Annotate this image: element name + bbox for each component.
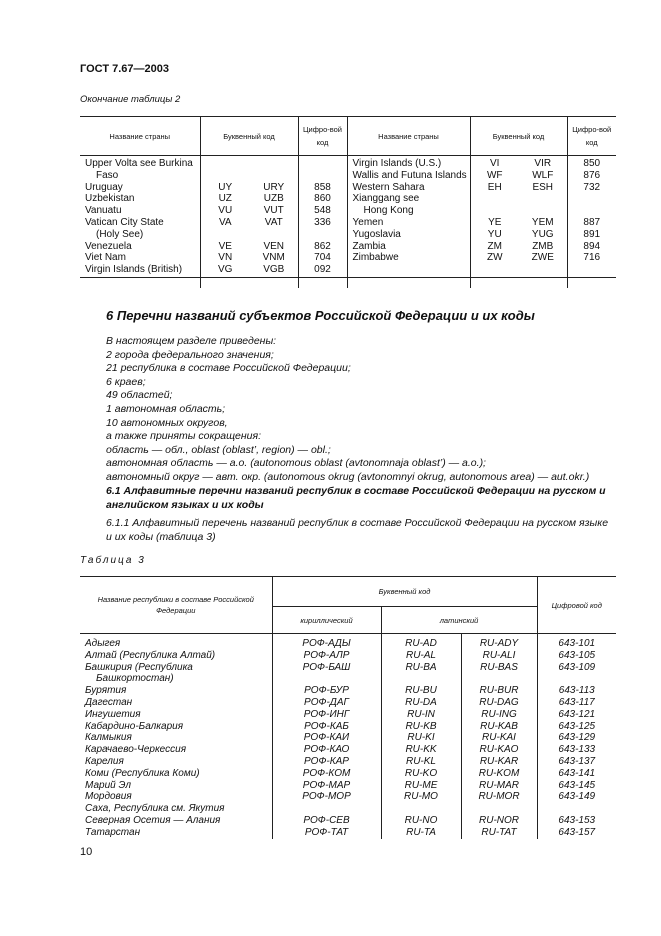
table3-cyr-code: РОФ-МАР <box>272 780 381 792</box>
table2-alpha3-left <box>250 229 298 241</box>
table2-header-name-left: Название страны <box>80 117 200 156</box>
table2-num-left: 548 <box>298 205 347 217</box>
table2-num-left: 860 <box>298 193 347 205</box>
table3-row <box>80 634 616 650</box>
table3-lat-code-3: RU-ALI <box>461 650 537 662</box>
table3-lat-code-2: RU-KI <box>381 732 461 744</box>
table2-alpha3-right: ESH <box>532 181 554 193</box>
table3-republic-name: Алтай (Республика Алтай) <box>85 649 216 661</box>
table3-lat-code-3: RU-KAR <box>461 756 537 768</box>
table3-lat-code-2: RU-TA <box>381 827 461 839</box>
table3-cyr-code: РОФ-МОР <box>272 791 381 803</box>
table2-num-right <box>567 205 616 217</box>
table3-row <box>80 780 616 792</box>
table3-republic-name: Бурятия <box>85 685 127 697</box>
table3-header-cyr: кириллический <box>272 607 381 634</box>
table2-row <box>80 193 616 205</box>
table3-header-lat: латинский <box>381 607 537 634</box>
table3-cyr-code: РОФ-КАР <box>272 756 381 768</box>
table2-header-num-left: Цифро-вой код <box>298 117 347 156</box>
table2-row <box>80 241 616 253</box>
table3-lat-code-3: RU-TAT <box>461 827 537 839</box>
table3-row <box>80 732 616 744</box>
table2-header-alpha-left: Буквенный код <box>200 117 298 156</box>
table2-body <box>80 156 616 288</box>
table3-num-code: 643-105 <box>537 650 616 662</box>
table3-num-code: 643-157 <box>537 827 616 839</box>
table2-alpha3-right <box>519 205 567 217</box>
table2-bottom-rule <box>80 277 616 278</box>
table3-cyr-code: РОФ-СЕВ <box>272 815 381 827</box>
table3-lat-code-3: RU-NOR <box>461 815 537 827</box>
table2-country-right: Wallis and Futuna Islands <box>347 170 470 182</box>
section-intro-line: 1 автономная область; <box>106 402 226 415</box>
table3 <box>80 576 616 839</box>
table3-lat-code-3: RU-BAS <box>461 662 537 674</box>
table2-alpha2-left: VA <box>200 217 250 229</box>
table3-lat-code-3: RU-DAG <box>461 697 537 709</box>
table2-alpha2-left <box>200 170 250 182</box>
table3-num-code <box>537 673 616 685</box>
table2-num-left: 858 <box>298 182 347 194</box>
table2-country-left: Venezuela <box>85 240 132 252</box>
table2-num-right <box>567 193 616 205</box>
section-intro-line: область — обл., oblast (oblast’, region) — obl.; <box>106 443 331 456</box>
table2-row <box>80 182 616 194</box>
table3-republic-name: Мордовия <box>85 791 132 803</box>
table3-lat-code-2: RU-AL <box>381 650 461 662</box>
table2-num-left: 704 <box>298 252 347 264</box>
table3-num-code: 643-145 <box>537 780 616 792</box>
table3-cyr-code: РОФ-КОМ <box>272 768 381 780</box>
table3-cyr-code: РОФ-КАИ <box>272 732 381 744</box>
table3-lat-code-3: RU-MAR <box>461 780 537 792</box>
section-intro-line: 21 республика в составе Российской Федерации; <box>106 362 351 375</box>
table2-alpha3-right: WLF <box>532 169 554 181</box>
table3-num-code: 643-149 <box>537 791 616 803</box>
table3-header-name: Название республики в составе Российской Федерации <box>80 577 272 634</box>
table3-header-alpha: Буквенный код <box>272 577 537 607</box>
table3-lat-code-3: RU-BUR <box>461 685 537 697</box>
table2-country-right: Hong Kong <box>347 205 470 217</box>
table2-alpha2-left: VN <box>200 252 250 264</box>
table3-row <box>80 791 616 803</box>
table2-num-left: 336 <box>298 217 347 229</box>
table2-alpha3-right: ZWE <box>531 252 554 264</box>
table3-cyr-code: РОФ-БАШ <box>272 662 381 674</box>
table2-alpha3-right: VIR <box>534 158 552 169</box>
subsection-6-1-title: 6.1 Алфавитные перечни названий республик в составе Российской Федерации на русском и английском языках и их коды <box>106 485 606 511</box>
table3-row <box>80 685 616 697</box>
table3-cyr-code <box>272 673 381 685</box>
table3-republic-name: Адыгея <box>85 638 121 649</box>
table2-num-right: 891 <box>567 229 616 241</box>
table3-num-code: 643-101 <box>537 634 616 650</box>
section-intro-line: автономная область — а.о. (autonomous oblast (avtonomnaja oblast’) — a.o.); <box>106 457 486 470</box>
table3-lat-code-3: RU-KAI <box>461 732 537 744</box>
section-intro-line: 10 автономных округов, <box>106 416 228 429</box>
table3-row <box>80 815 616 827</box>
table3-lat-code-2: RU-KL <box>381 756 461 768</box>
table2-alpha3-left: VNM <box>262 252 285 264</box>
table3-num-code: 643-117 <box>537 697 616 709</box>
table2-num-left <box>298 170 347 182</box>
table2-country-right: Yugoslavia <box>347 229 470 241</box>
table2-country-left: Uruguay <box>85 181 123 193</box>
table3-row <box>80 803 616 815</box>
table3-cyr-code: РОФ-ТАТ <box>272 827 381 839</box>
table2-row <box>80 156 616 170</box>
table3-republic-name: Калмыкия <box>85 732 132 744</box>
table3-lat-code-3 <box>461 803 537 815</box>
table3-lat-code-2: RU-BU <box>381 685 461 697</box>
table2-alpha2-left: UY <box>200 182 250 194</box>
section-intro-line: автономный округ — авт. окр. (autonomous okrug (avtonomnyi okrug, autonomous area) — aut.okr.) <box>106 470 590 483</box>
table2-alpha2-left: VG <box>200 264 250 288</box>
table2-alpha2-right: YE <box>470 217 519 229</box>
table2-row <box>80 252 616 264</box>
section-intro-line: 2 города федерального значения; <box>106 348 274 361</box>
table3-cyr-code: РОФ-АДЫ <box>272 634 381 650</box>
table3-num-code: 643-137 <box>537 756 616 768</box>
table3-num-code: 643-125 <box>537 721 616 733</box>
table2-alpha2-right: EH <box>470 182 519 194</box>
table3-lat-code-3: RU-ADY <box>461 634 537 650</box>
table2-alpha2-right: WF <box>470 170 519 182</box>
table2-country-left: Faso <box>96 169 119 181</box>
table2-country-left: (Holy See) <box>96 228 144 240</box>
table2-alpha3-right <box>519 193 567 205</box>
table3-lat-code-2 <box>381 673 461 685</box>
table2-alpha2-right <box>470 193 519 205</box>
section-intro-line: а также приняты сокращения: <box>106 430 262 443</box>
table2-num-right: 732 <box>567 182 616 194</box>
table3-republic-name: Марий Эл <box>85 779 132 791</box>
table3-lat-code-2: RU-IN <box>381 709 461 721</box>
table3-republic-name: Башкортостан) <box>96 673 174 685</box>
table3-lat-code-2: RU-KB <box>381 721 461 733</box>
table2-num-right: 876 <box>567 170 616 182</box>
table2-row <box>80 217 616 229</box>
table2-country-right: Western Sahara <box>347 182 470 194</box>
table2-alpha2-left: UZ <box>200 193 250 205</box>
table3-republic-name: Коми (Республика Коми) <box>85 767 200 779</box>
table2-country-right: Xianggang see <box>347 193 470 205</box>
table3-cyr-code: РОФ-АЛР <box>272 650 381 662</box>
table3-republic-name: Ингушетия <box>85 708 141 720</box>
table2-country-right: Yemen <box>347 217 470 229</box>
page-header: ГОСТ 7.67—2003 <box>80 63 169 75</box>
table3-num-code: 643-109 <box>537 662 616 674</box>
table3-num-code: 643-133 <box>537 744 616 756</box>
table3-lat-code-2: RU-ME <box>381 780 461 792</box>
table3-republic-name: Карелия <box>85 755 124 767</box>
table2-country-right: Zimbabwe <box>347 252 470 264</box>
table3-republic-name: Кабардино-Балкария <box>85 720 184 732</box>
table2-num-left <box>298 229 347 241</box>
table2-alpha2-left <box>200 229 250 241</box>
table3-lat-code-2 <box>381 803 461 815</box>
section-intro-line: В настоящем разделе приведены: <box>106 335 277 347</box>
table3-lat-code-3: RU-MOR <box>461 791 537 803</box>
table2-alpha2-right: YU <box>470 229 519 241</box>
table3-row <box>80 768 616 780</box>
table2-alpha3-right: YUG <box>531 228 554 240</box>
table3-body <box>80 634 616 839</box>
table3-lat-code-3: RU-KOM <box>461 768 537 780</box>
table3-republic-name: Башкирия (Республика <box>85 661 193 673</box>
table3-row <box>80 709 616 721</box>
table2-country-left: Viet Nam <box>85 252 126 264</box>
table3-num-code: 643-121 <box>537 709 616 721</box>
table2-caption: Окончание таблицы 2 <box>80 94 181 105</box>
table2-header-num-right: Цифро-вой код <box>567 117 616 156</box>
table3-lat-code-2: RU-AD <box>381 634 461 650</box>
table3-header-num: Цифровой код <box>537 577 616 634</box>
table2-alpha2-left: VU <box>200 205 250 217</box>
table2-alpha2-right: ZM <box>470 241 519 253</box>
table3-row <box>80 827 616 839</box>
table3-num-code: 643-153 <box>537 815 616 827</box>
table3-cyr-code: РОФ-КАО <box>272 744 381 756</box>
table3-republic-name: Дагестан <box>85 696 133 708</box>
table3-row <box>80 697 616 709</box>
table3-num-code: 643-129 <box>537 732 616 744</box>
table2-country-right: Virgin Islands (U.S.) <box>347 156 470 170</box>
subsection-6-1-1-text: 6.1.1 Алфавитный перечень названий республик в составе Российской Федерации на русском языке и их коды (таблица 3) <box>106 517 609 543</box>
table2-alpha3-right: YEM <box>531 216 554 228</box>
page-number: 10 <box>80 846 93 858</box>
table2-num-right: 894 <box>567 241 616 253</box>
table2-alpha2-right: VI <box>470 156 519 170</box>
table2-alpha3-left <box>250 156 298 170</box>
table3-republic-name: Карачаево-Черкессия <box>85 744 187 756</box>
table3-row <box>80 721 616 733</box>
table3-republic-name: Саха, Республика см. Якутия <box>85 803 225 815</box>
table3-cyr-code: РОФ-КАБ <box>272 721 381 733</box>
table2-country-left: Uzbekistan <box>85 193 135 205</box>
table2-country-left: Virgin Islands (British) <box>85 264 183 276</box>
table3-cyr-code <box>272 803 381 815</box>
table2-num-right: 850 <box>567 156 616 170</box>
table2-country-left: Upper Volta see Burkina <box>85 158 193 169</box>
table2-num-left <box>298 156 347 170</box>
table2-alpha3-left <box>250 170 298 182</box>
table3-republic-name: Татарстан <box>85 826 141 838</box>
table2-num-right: 887 <box>567 217 616 229</box>
table2-alpha2-left: VE <box>200 241 250 253</box>
section-intro-line: 49 областей; <box>106 389 173 402</box>
table3-lat-code-2: RU-DA <box>381 697 461 709</box>
table2-country-right: Zambia <box>347 241 470 253</box>
table2-alpha2-left <box>200 156 250 170</box>
table2-row <box>80 205 616 217</box>
table2-header-name-right: Название страны <box>347 117 470 156</box>
table3-row <box>80 673 616 685</box>
table3-lat-code-2: RU-BA <box>381 662 461 674</box>
table2-num-right: 716 <box>567 252 616 264</box>
table3-cyr-code: РОФ-ДАГ <box>272 697 381 709</box>
table3-cyr-code: РОФ-БУР <box>272 685 381 697</box>
table3-label: Таблица 3 <box>80 555 146 566</box>
table2-country-left: Vanuatu <box>85 205 122 217</box>
table3-republic-name: Северная Осетия — Алания <box>85 814 221 826</box>
table3-lat-code-2: RU-KK <box>381 744 461 756</box>
table2-row <box>80 170 616 182</box>
table3-lat-code-2: RU-KO <box>381 768 461 780</box>
table3-lat-code-2: RU-NO <box>381 815 461 827</box>
table3-row <box>80 744 616 756</box>
table2-alpha3-left: VEN <box>263 240 285 252</box>
table2-alpha3-left: VGB <box>263 264 285 276</box>
section-intro-line: 6 краев; <box>106 375 146 388</box>
table2-alpha2-right <box>470 205 519 217</box>
table3-num-code <box>537 803 616 815</box>
table2 <box>80 116 616 288</box>
table3-row <box>80 756 616 768</box>
table3-cyr-code: РОФ-ИНГ <box>272 709 381 721</box>
table3-lat-code-3: RU-ING <box>461 709 537 721</box>
section-title: 6 Перечни названий субъектов Российской Федерации и их коды <box>106 308 535 323</box>
table3-row <box>80 662 616 674</box>
table2-alpha3-right: ZMB <box>532 240 554 252</box>
table3-lat-code-3: RU-KAO <box>461 744 537 756</box>
table3-lat-code-2: RU-MO <box>381 791 461 803</box>
table2-country-left: Vatican City State <box>85 216 164 228</box>
table2-header-alpha-right: Буквенный код <box>470 117 567 156</box>
table3-num-code: 643-141 <box>537 768 616 780</box>
table2-alpha3-left: URY <box>263 181 285 193</box>
table2-alpha2-right: ZW <box>470 252 519 264</box>
table3-num-code: 643-113 <box>537 685 616 697</box>
table2-alpha3-left: UZB <box>263 193 284 205</box>
table2-row <box>80 229 616 241</box>
section-intro <box>106 335 589 485</box>
table2-num-left: 862 <box>298 241 347 253</box>
table2-num-left: 092 <box>298 264 347 288</box>
table3-lat-code-3 <box>461 673 537 685</box>
table2-alpha3-left: VUT <box>263 205 284 217</box>
table3-lat-code-3: RU-KAB <box>461 721 537 733</box>
table3-row <box>80 650 616 662</box>
table2-alpha3-left: VAT <box>264 216 283 228</box>
